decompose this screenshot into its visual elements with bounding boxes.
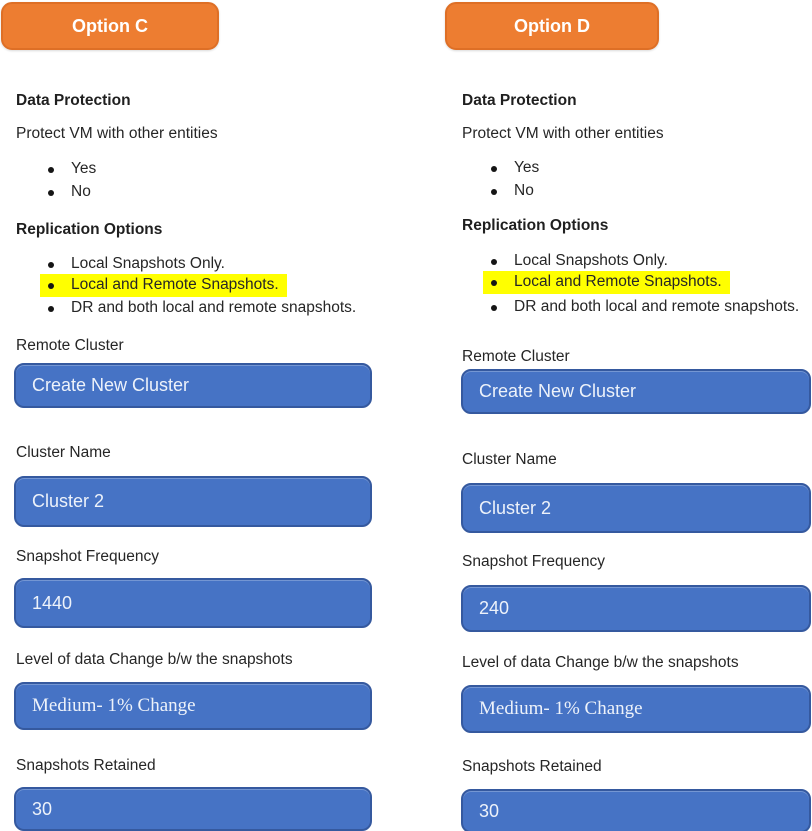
bullet-icon xyxy=(491,305,497,311)
option-d-header-button[interactable]: Option D xyxy=(445,2,659,50)
highlighted-bullet-item xyxy=(483,271,730,294)
replication-options-heading: Replication Options xyxy=(462,217,609,234)
snapshots-retained-dropdown[interactable] xyxy=(14,787,372,831)
data-change-level-label: Level of data Change b/w the snapshots xyxy=(462,654,739,671)
replication-options-heading: Replication Options xyxy=(16,221,163,238)
bullet-icon xyxy=(48,190,54,196)
protect-choice-yes xyxy=(483,157,547,180)
snapshot-frequency-dropdown[interactable] xyxy=(461,585,811,632)
bullet-icon xyxy=(491,189,497,195)
protect-vm-question: Protect VM with other entities xyxy=(16,125,218,142)
replication-option-item xyxy=(483,250,676,273)
replication-option-label: DR and both local and remote snapshots. xyxy=(514,298,800,315)
replication-option-label: Local Snapshots Only. xyxy=(71,255,225,272)
remote-cluster-value: Create New Cluster xyxy=(32,375,190,395)
data-change-level-dropdown[interactable] xyxy=(461,685,811,733)
choice-label: No xyxy=(514,182,534,199)
choice-label: No xyxy=(71,183,91,200)
data-change-level-value: Medium- 1% Change xyxy=(479,698,643,719)
snapshot-frequency-value: 240 xyxy=(479,598,510,618)
replication-option-label: DR and both local and remote snapshots. xyxy=(71,299,357,316)
bullet-icon xyxy=(48,306,54,312)
bullet-item xyxy=(40,297,364,320)
bullet-icon xyxy=(491,166,497,172)
remote-cluster-value: Create New Cluster xyxy=(479,381,637,401)
bullet-item xyxy=(40,253,233,276)
cluster-name-label: Cluster Name xyxy=(462,451,557,468)
replication-option-label: Local and Remote Snapshots. xyxy=(71,276,279,293)
bullet-icon xyxy=(491,280,497,286)
replication-option-item xyxy=(483,296,807,319)
snapshot-frequency-value: 1440 xyxy=(32,592,73,613)
cluster-name-value: Cluster 2 xyxy=(479,497,552,518)
cluster-name-label: Cluster Name xyxy=(16,444,111,461)
cluster-name-value: Cluster 2 xyxy=(32,491,105,511)
data-protection-heading: Data Protection xyxy=(16,92,131,109)
choice-label: Yes xyxy=(514,159,540,176)
replication-option-item-highlighted xyxy=(40,274,287,297)
cluster-name-dropdown[interactable] xyxy=(14,476,372,527)
snapshot-frequency-dropdown[interactable] xyxy=(14,578,372,628)
snapshots-retained-value: 30 xyxy=(479,800,500,821)
protect-choice-yes xyxy=(40,158,104,181)
bullet-item xyxy=(483,157,547,180)
remote-cluster-dropdown[interactable] xyxy=(14,363,372,408)
snapshots-retained-dropdown[interactable] xyxy=(461,789,811,831)
snapshot-frequency-label: Snapshot Frequency xyxy=(16,548,160,565)
remote-cluster-label: Remote Cluster xyxy=(16,337,124,354)
option-c-header-button[interactable]: Option C xyxy=(1,2,219,50)
replication-option-label: Local and Remote Snapshots. xyxy=(514,273,722,290)
choice-label: Yes xyxy=(71,160,97,177)
bullet-icon xyxy=(48,167,54,173)
data-change-level-dropdown[interactable] xyxy=(14,682,372,730)
protect-choice-no xyxy=(483,180,542,203)
replication-option-item-highlighted xyxy=(483,271,730,294)
cluster-name-dropdown[interactable] xyxy=(461,483,811,533)
snapshots-retained-label: Snapshots Retained xyxy=(16,757,156,774)
replication-option-item xyxy=(40,253,233,276)
bullet-item xyxy=(483,250,676,273)
bullet-item xyxy=(40,158,104,181)
option-d-panel xyxy=(406,0,812,831)
protect-vm-question: Protect VM with other entities xyxy=(462,125,664,142)
bullet-icon xyxy=(48,283,54,289)
snapshot-frequency-label: Snapshot Frequency xyxy=(462,553,606,570)
bullet-item xyxy=(40,181,99,204)
snapshots-retained-value: 30 xyxy=(32,798,53,819)
snapshots-retained-label: Snapshots Retained xyxy=(462,758,602,775)
bullet-item xyxy=(483,296,807,319)
protect-choice-no xyxy=(40,181,99,204)
remote-cluster-label: Remote Cluster xyxy=(462,348,570,365)
highlighted-bullet-item xyxy=(40,274,287,297)
bullet-icon xyxy=(48,262,54,268)
data-change-level-value: Medium- 1% Change xyxy=(32,695,196,716)
replication-option-item xyxy=(40,297,364,320)
data-protection-heading: Data Protection xyxy=(462,92,577,109)
replication-option-label: Local Snapshots Only. xyxy=(514,252,668,269)
data-change-level-label: Level of data Change b/w the snapshots xyxy=(16,651,293,668)
bullet-icon xyxy=(491,259,497,265)
bullet-item xyxy=(483,180,542,203)
remote-cluster-dropdown[interactable] xyxy=(461,369,811,414)
